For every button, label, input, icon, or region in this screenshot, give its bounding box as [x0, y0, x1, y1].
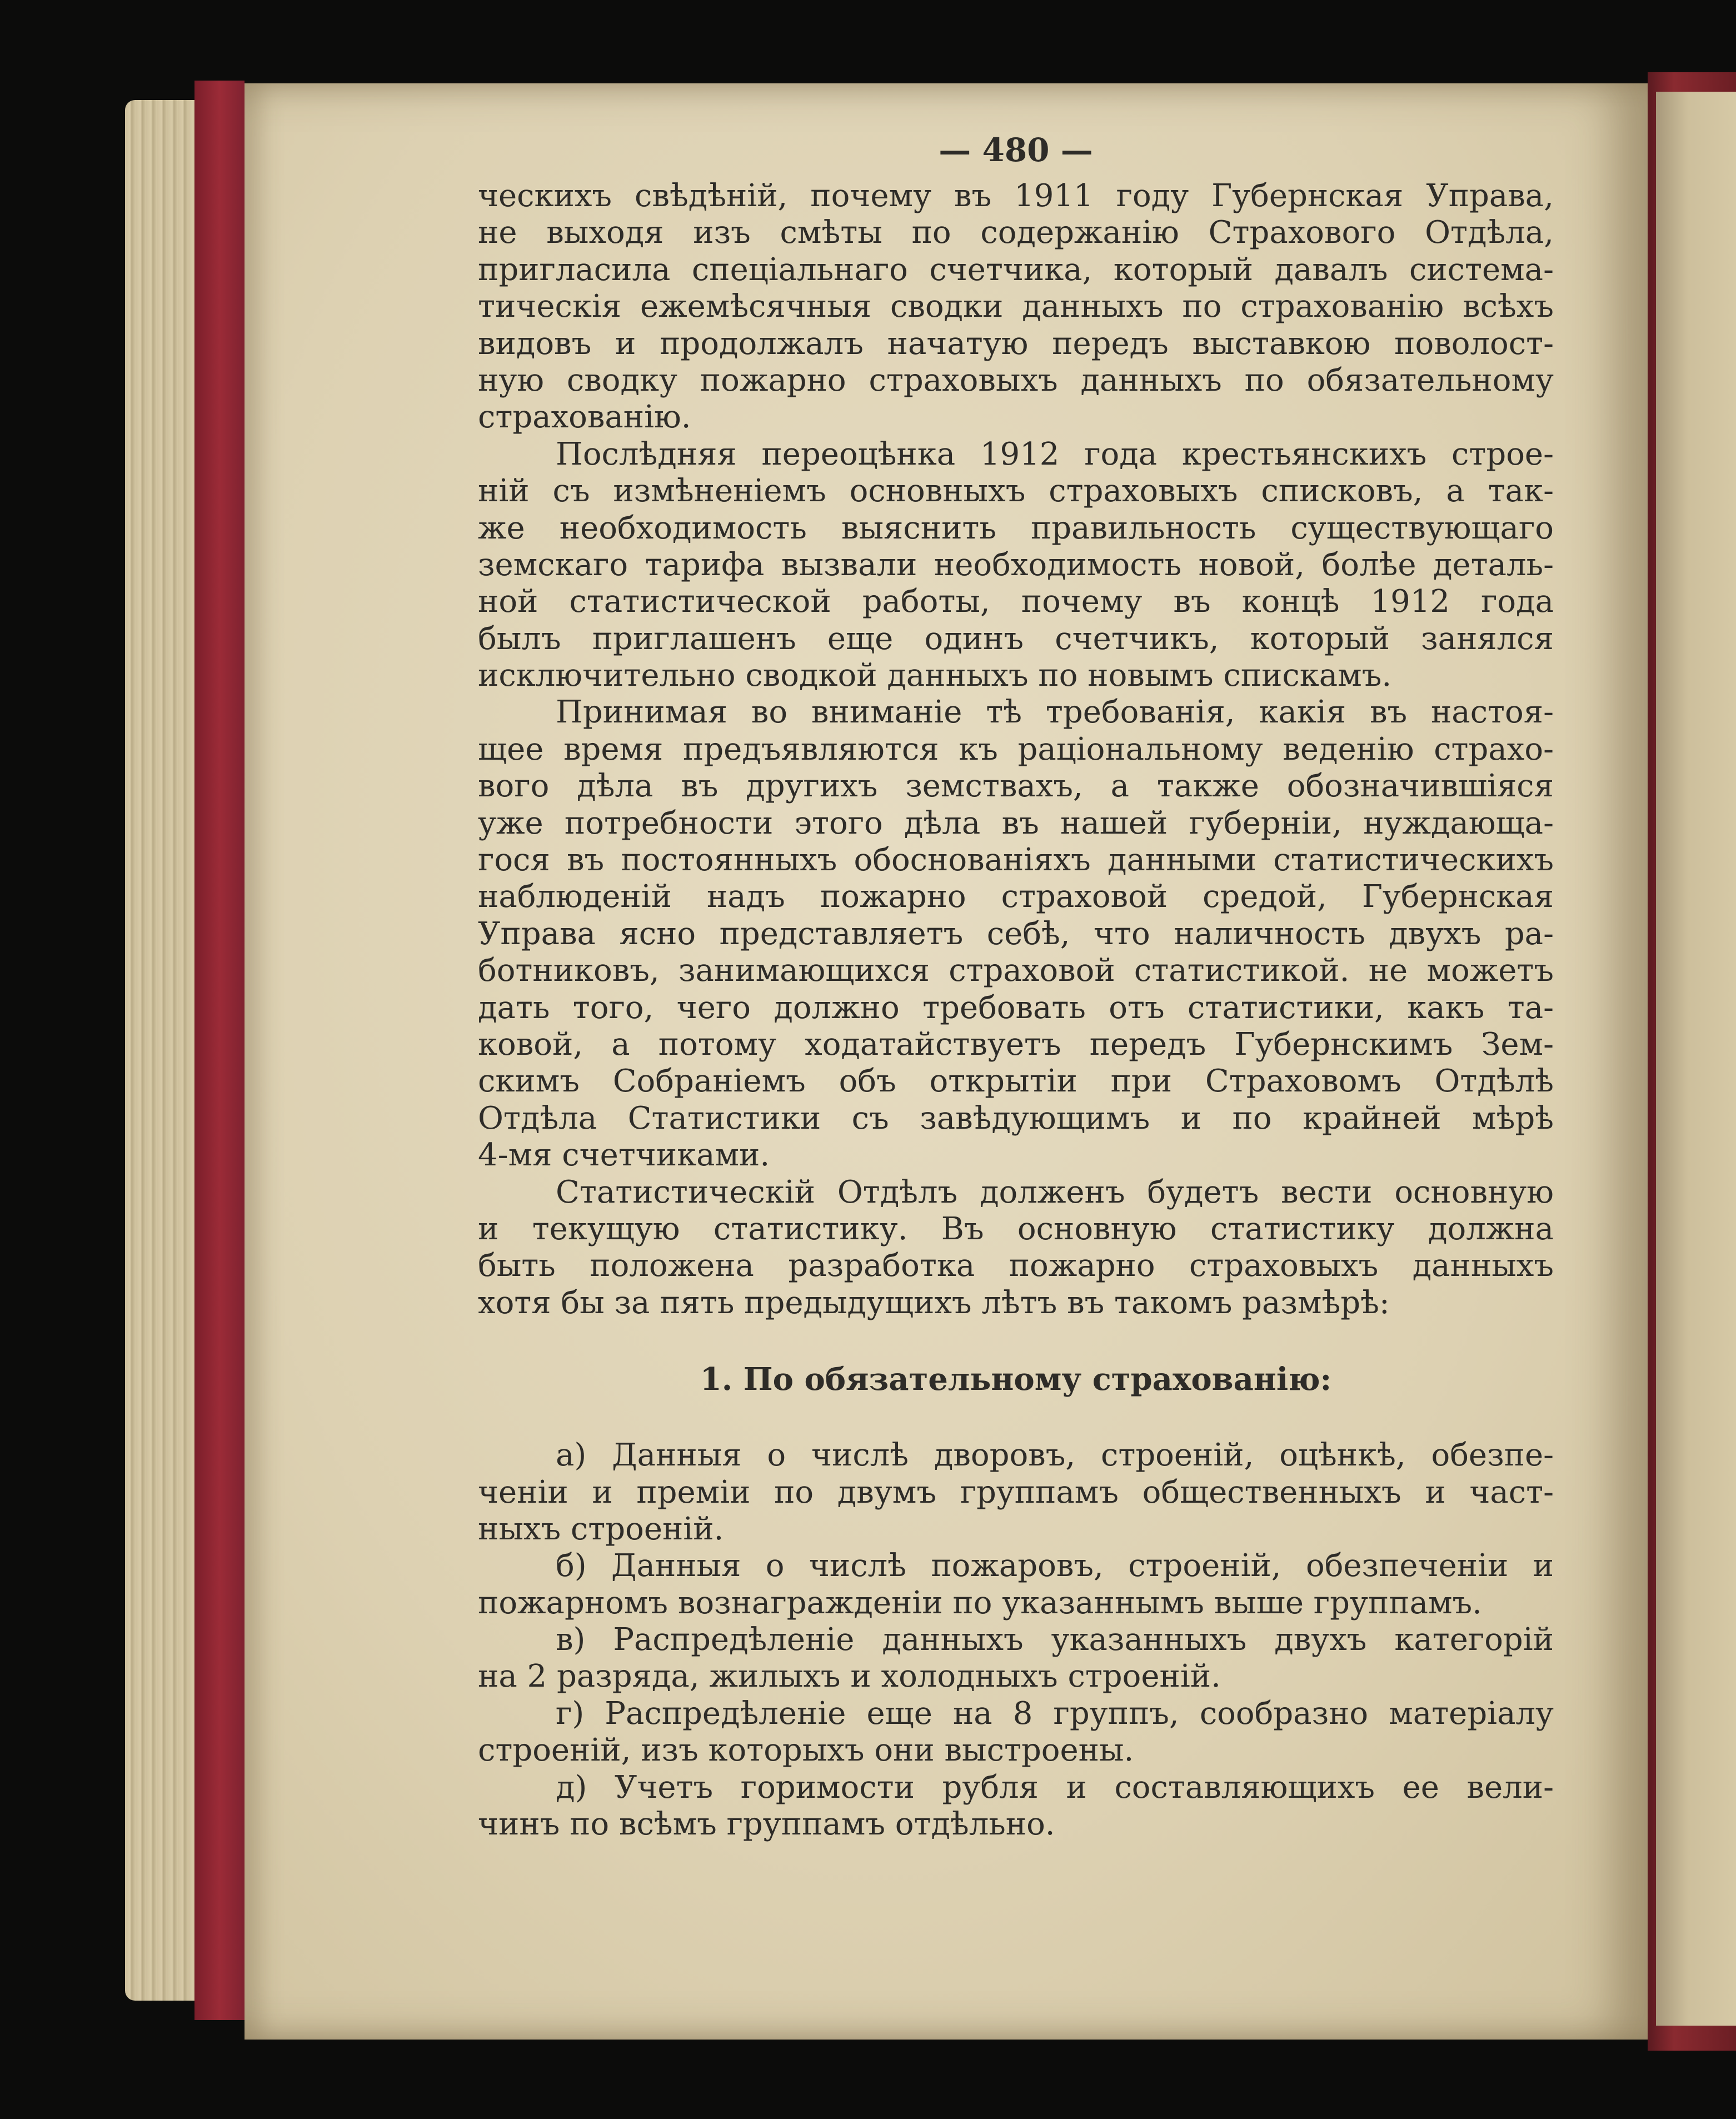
text-line: Управа ясно представляетъ себѣ, что наличность двухъ ра-	[478, 915, 1554, 952]
text-line: г) Распредѣленіе еще на 8 группъ, сообразно матеріалу	[556, 1695, 1554, 1732]
spacer	[478, 1322, 1554, 1357]
text-line: не выходя изъ смѣты по содержанію Страхового Отдѣла,	[478, 215, 1554, 251]
text-line: скимъ Собраніемъ объ открытіи при Страховомъ Отдѣлѣ	[478, 1063, 1554, 1100]
text-line: а) Данныя о числѣ дворовъ, строеній, оцѣнкѣ, обезпе-	[556, 1437, 1554, 1474]
text-line: Отдѣла Статистики съ завѣдующимъ и по крайней мѣрѣ	[478, 1100, 1554, 1136]
text-line: страхованію.	[478, 399, 691, 436]
text-line: и текущую статистику. Въ основную статистику должна	[478, 1210, 1554, 1247]
text-line: хотя бы за пять предыдущихъ лѣтъ въ такомъ размѣрѣ:	[478, 1284, 1390, 1321]
text-line: ботниковъ, занимающихся страховой статистикой. не можетъ	[478, 953, 1554, 989]
text-line: на 2 разряда, жилыхъ и холодныхъ строеній.	[478, 1658, 1221, 1695]
text-line: пожарномъ вознагражденіи по указаннымъ выше группамъ.	[478, 1584, 1482, 1621]
text-line: ную сводку пожарно страховыхъ данныхъ по обязательному	[478, 362, 1554, 398]
text-line: гося въ постоянныхъ обоснованіяхъ данными статистическихъ	[478, 842, 1554, 879]
paragraph-group-1	[478, 178, 1554, 1322]
text-line: в) Распредѣленіе данныхъ указанныхъ двухъ категорій	[556, 1622, 1554, 1658]
text-line: Послѣдняя переоцѣнка 1912 года крестьянскихъ строе-	[556, 436, 1554, 472]
text-line: щее время предъявляются къ раціональному веденію страхо-	[478, 731, 1554, 767]
spacer	[478, 1402, 1554, 1437]
text-line: уже потребности этого дѣла въ нашей губерніи, нуждающа-	[478, 805, 1554, 841]
text-line: пригласила спеціальнаго счетчика, который давалъ система-	[478, 251, 1554, 288]
text-line: б) Данныя о числѣ пожаровъ, строеній, обезпеченіи и	[556, 1548, 1554, 1584]
book-cover-edge	[194, 81, 245, 2020]
text-line: Статистическій Отдѣлъ долженъ будетъ вести основную	[556, 1174, 1554, 1210]
section-heading: 1. По обязательному страхованію:	[700, 1361, 1332, 1398]
text-line: ныхъ строеній.	[478, 1510, 724, 1547]
text-line: былъ приглашенъ еще одинъ счетчикъ, который занялся	[478, 620, 1554, 657]
text-line: ческихъ свѣдѣній, почему въ 1911 году Губернская Управа,	[478, 178, 1554, 214]
text-line: ной статистической работы, почему въ концѣ 1912 года	[478, 584, 1554, 620]
right-page-edge	[1656, 92, 1736, 2026]
text-line: Принимая во вниманіе тѣ требованія, какія въ настоя-	[556, 694, 1554, 731]
text-line: ній съ измѣненіемъ основныхъ страховыхъ списковъ, а так-	[478, 473, 1554, 510]
text-block	[478, 128, 1554, 1843]
text-line: вого дѣла въ другихъ земствахъ, а также обозначившіяся	[478, 768, 1554, 805]
text-line: строеній, изъ которыхъ они выстроены.	[478, 1732, 1134, 1769]
text-line: наблюденій надъ пожарно страховой средой, Губернская	[478, 879, 1554, 915]
text-line: быть положена разработка пожарно страховыхъ данныхъ	[478, 1248, 1554, 1284]
text-line: дать того, чего должно требовать отъ статистики, какъ та-	[478, 989, 1554, 1026]
text-line: ковой, а потому ходатайствуетъ передъ Губернскимъ Зем-	[478, 1026, 1554, 1063]
text-line: видовъ и продолжалъ начатую передъ выставкою поволост-	[478, 325, 1554, 362]
text-line: чинъ по всѣмъ группамъ отдѣльно.	[478, 1806, 1055, 1843]
text-line: 4-мя счетчиками.	[478, 1137, 770, 1174]
text-line: тическія ежемѣсячныя сводки данныхъ по страхованію всѣхъ	[478, 288, 1554, 325]
paragraph-group-2	[478, 1437, 1554, 1843]
text-line: же необходимость выяснить правильность существующаго	[478, 510, 1554, 546]
text-line: исключительно сводкой данныхъ по новымъ спискамъ.	[478, 657, 1392, 694]
text-line: земскаго тарифа вызвали необходимость новой, болѣе деталь-	[478, 546, 1554, 583]
page-number: — 480 —	[939, 131, 1093, 169]
text-line: д) Учетъ горимости рубля и составляющихъ ее вели-	[556, 1769, 1554, 1806]
text-line: ченіи и преміи по двумъ группамъ общественныхъ и част-	[478, 1474, 1554, 1510]
